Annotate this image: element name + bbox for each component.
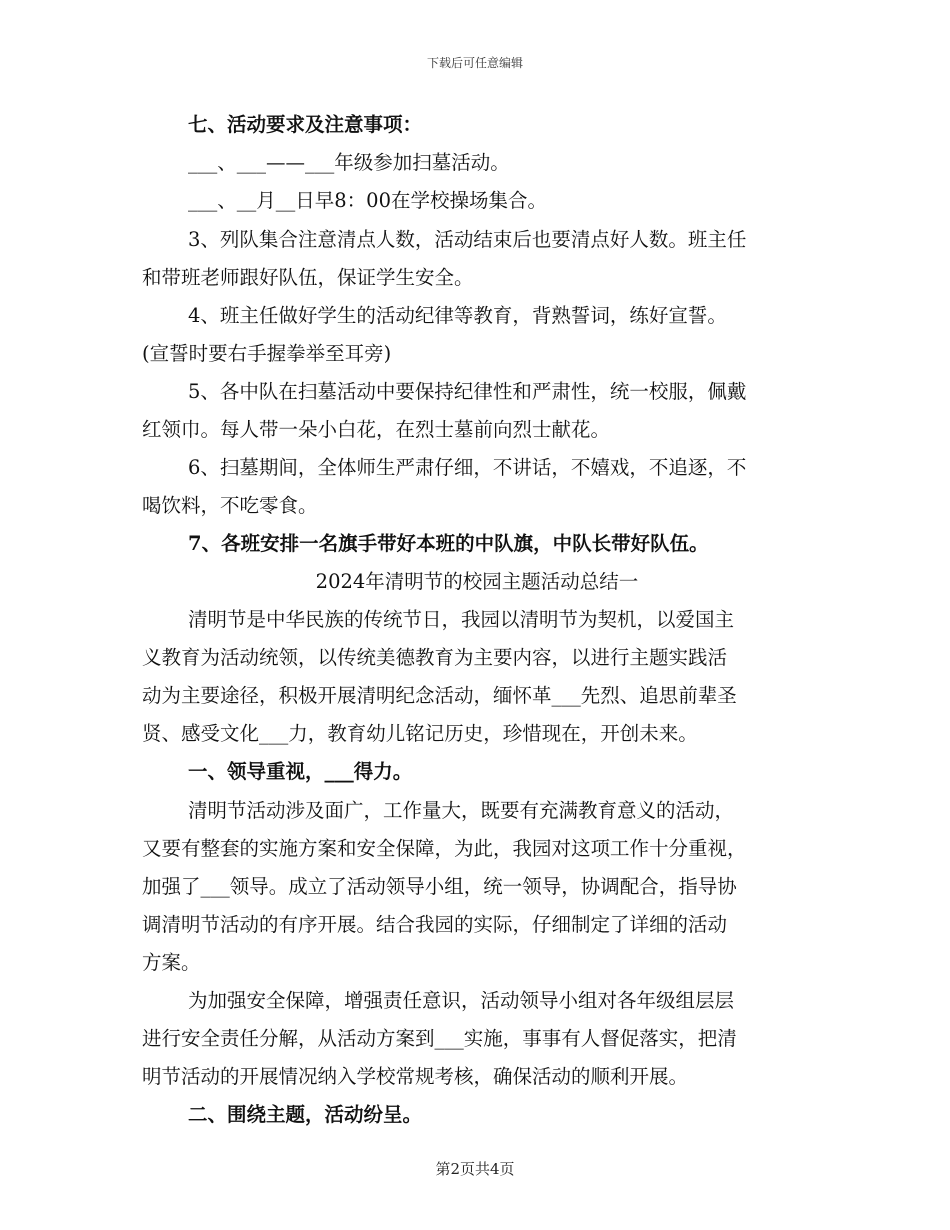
paragraph-line: 喝饮料，不吃零食。 (142, 494, 318, 517)
paragraph-line: 清明节是中华民族的传统节日，我园以清明节为契机，以爱国主 (188, 608, 735, 631)
paragraph-line: 为加强安全保障，增强责任意识，活动领导小组对各年级组层层 (188, 989, 735, 1012)
paragraph-line: 动为主要途径，积极开展清明纪念活动，缅怀革___先烈、追思前辈圣 (142, 684, 737, 707)
paragraph-line-bold: 7、各班安排一名旗手带好本班的中队旗，中队长带好队伍。 (188, 532, 709, 555)
page-number: 第2页共4页 (435, 1160, 515, 1178)
paragraph-line: 调清明节活动的有序开展。结合我园的实际，仔细制定了详细的活动 (142, 913, 728, 936)
paragraph-line: 明节活动的开展情况纳入学校常规考核，确保活动的顺利开展。 (142, 1065, 689, 1088)
paragraph-line: 又要有整套的实施方案和安全保障，为此，我园对这项工作十分重视， (142, 837, 747, 860)
paragraph-line: 4、班主任做好学生的活动纪律等教育，背熟誓词，练好宣誓。 (188, 304, 727, 327)
paragraph-line: 5、各中队在扫墓活动中要保持纪律性和严肃性，统一校服，佩戴 (188, 380, 747, 403)
paragraph-line: 红领巾。每人带一朵小白花，在烈士墓前向烈士献花。 (142, 418, 611, 441)
paragraph-line: 加强了___领导。成立了活动领导小组，统一领导，协调配合，指导协 (142, 875, 737, 898)
paragraph-line: ___、___——___年级参加扫墓活动。 (188, 151, 510, 174)
paragraph-line: 方案。 (142, 951, 201, 974)
paragraph-line: 3、列队集合注意清点人数，活动结束后也要清点好人数。班主任 (188, 228, 747, 251)
paragraph-line: 和带班老师跟好队伍，保证学生安全。 (142, 266, 474, 289)
paragraph-line: (宣誓时要右手握拳举至耳旁) (142, 342, 392, 365)
section-heading-leadership: 一、领导重视，___得力。 (188, 760, 413, 783)
document-title: 2024年清明节的校园主题活动总结一 (315, 570, 639, 593)
paragraph-line: 进行安全责任分解，从活动方案到___实施，事事有人督促落实，把清 (142, 1027, 737, 1050)
section-heading-theme: 二、围绕主题，活动纷呈。 (188, 1103, 423, 1126)
paragraph-line: 贤、感受文化___力，教育幼儿铭记历史，珍惜现在，开创未来。 (142, 722, 698, 745)
paragraph-line: ___、__月__日早8：00在学校操场集合。 (188, 189, 547, 212)
paragraph-line: 义教育为活动统领，以传统美德教育为主要内容，以进行主题实践活 (142, 646, 728, 669)
paragraph-line: 6、扫墓期间，全体师生严肃仔细，不讲话，不嬉戏，不追逐，不 (188, 456, 747, 479)
section-heading-requirements: 七、活动要求及注意事项： (188, 113, 423, 136)
page-header: 下载后可任意编辑 (426, 56, 523, 70)
paragraph-line: 清明节活动涉及面广，工作量大，既要有充满教育意义的活动， (188, 799, 735, 822)
